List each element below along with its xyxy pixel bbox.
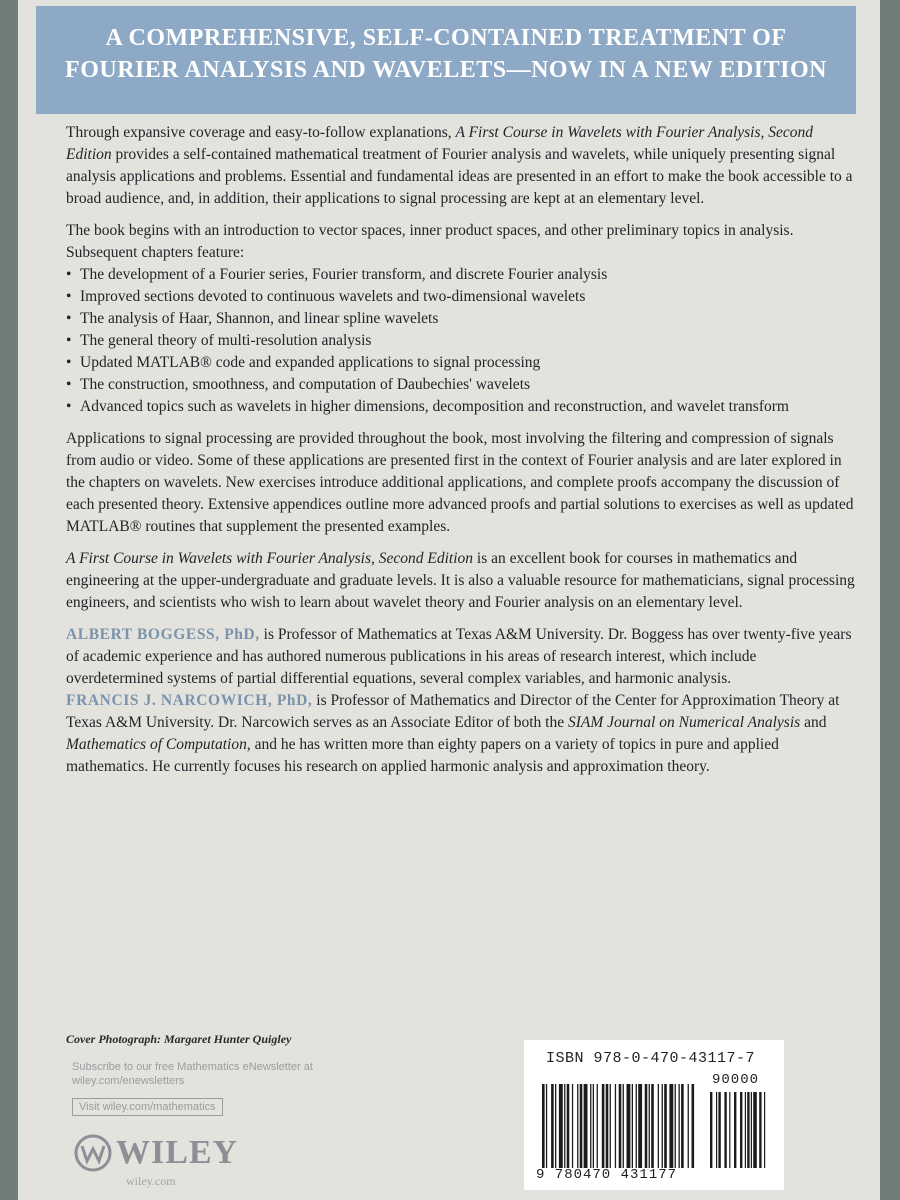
feature-item: • Improved sections devoted to continuous wavelets and two-dimensional wavelets [66,288,586,305]
feature-item: • Updated MATLAB® code and expanded applications to signal processing [66,354,541,371]
feature-item: • Advanced topics such as wavelets in higher dimensions, decomposition and reconstruction, and wavelet transform [66,398,789,415]
audience-paragraph [66,548,856,614]
author2-text-c: , and he has written more than eighty papers on a variety of topics in pure and applied mathematics. He currently focuses his research on applied harmonic analysis and approximation theory. [66,736,779,775]
author-bios [66,624,856,778]
feature-item: • The construction, smoothness, and computation of Daubechies' wavelets [66,376,531,393]
author2-text-b: and [800,714,827,731]
feature-item: • The general theory of multi-resolution analysis [66,332,372,349]
intro-paragraph [66,122,856,210]
isbn-barcode-panel [524,1040,784,1190]
price-code: 90000 [712,1072,760,1088]
journal-1: SIAM Journal on Numerical Analysis [567,714,801,731]
headline-line-1: A COMPREHENSIVE, SELF-CONTAINED TREATMENT OF [105,25,787,51]
publisher-url: wiley.com [126,1174,176,1188]
chapters-lead: The book begins with an introduction to vector spaces, inner product spaces, and other preliminary topics in analysis. Subsequent chapters feature: [66,222,794,261]
audience-book-title: A First Course in Wavelets with Fourier Analysis, Second Edition [66,550,474,567]
author1-name: ALBERT BOGGESS, PhD, [66,626,260,643]
barcode-digits: 9 780470 431177 [536,1167,678,1183]
journal-2: Mathematics of Computation [66,736,247,753]
wiley-seal-icon [74,1134,112,1172]
book-back-cover [18,0,880,1200]
intro-text-a: Through expansive coverage and easy-to-follow explanations, [66,124,456,141]
intro-text-b: provides a self-contained mathematical treatment of Fourier analysis and wavelets, while uniquely presenting signal analysis applications and problems. Essential and fundamental ideas are presented in an effort to make the book accessible to a broad audience, and, in addition, their applications to signal processing are kept at an elementary level. [66,146,853,207]
visit-website-box: Visit wiley.com/mathematics [72,1098,223,1116]
headline-banner [36,6,856,114]
author2-name: FRANCIS J. NARCOWICH, PhD, [66,692,313,709]
feature-item: • The development of a Fourier series, Fourier transform, and discrete Fourier analysis [66,266,608,283]
publisher-logo [74,1134,274,1190]
publisher-name: WILEY [116,1134,239,1171]
feature-item: • The analysis of Haar, Shannon, and linear spline wavelets [66,310,439,327]
isbn-label: ISBN 978-0-470-43117-7 [546,1050,756,1067]
applications-paragraph: Applications to signal processing are provided throughout the book, most involving the filtering and compression of signals from audio or video. Some of these applications are presented first in the context of Fourier analysis and are later explored in the chapters on wavelets. New exercises introduce additional applications, and complete proofs accompany the discussion of each presented theory. Extensive appendices outline more advanced proofs and partial solutions to exercises as well as updated MATLAB® routines that supplement the presented examples. [66,430,854,535]
newsletter-note: Subscribe to our free Mathematics eNewsletter at wiley.com/enewsletters [72,1061,313,1087]
cover-copy [66,122,856,778]
author2-bio [66,690,856,778]
intro-book-title: A First Course in Wavelets with Fourier Analysis, Second Edition [66,124,814,163]
author2-text-a: is Professor of Mathematics and Director of the Center for Approximation Theory at Texas A&M University. Dr. Narcowich serves as an Associate Editor of both the [66,692,840,731]
chapter-feature-list [66,264,856,418]
author1-text: is Professor of Mathematics at Texas A&M University. Dr. Boggess has over twenty-five years of academic experience and has authored numerous publications in his areas of research interest, which include overdetermined systems of partial differential equations, several complex variables, and harmonic analysis. [66,626,852,687]
audience-text: is an excellent book for courses in mathematics and engineering at the upper-undergraduate and graduate levels. It is also a valuable resource for mathematicians, signal processing engineers, and scientists who wish to learn about wavelet theory and Fourier analysis on an elementary level. [66,550,855,611]
author1-bio [66,624,856,690]
photo-credit: Cover Photograph: Margaret Hunter Quigley [66,1032,292,1046]
headline-line-2: FOURIER ANALYSIS AND WAVELETS—NOW IN A NEW EDITION [65,57,827,83]
